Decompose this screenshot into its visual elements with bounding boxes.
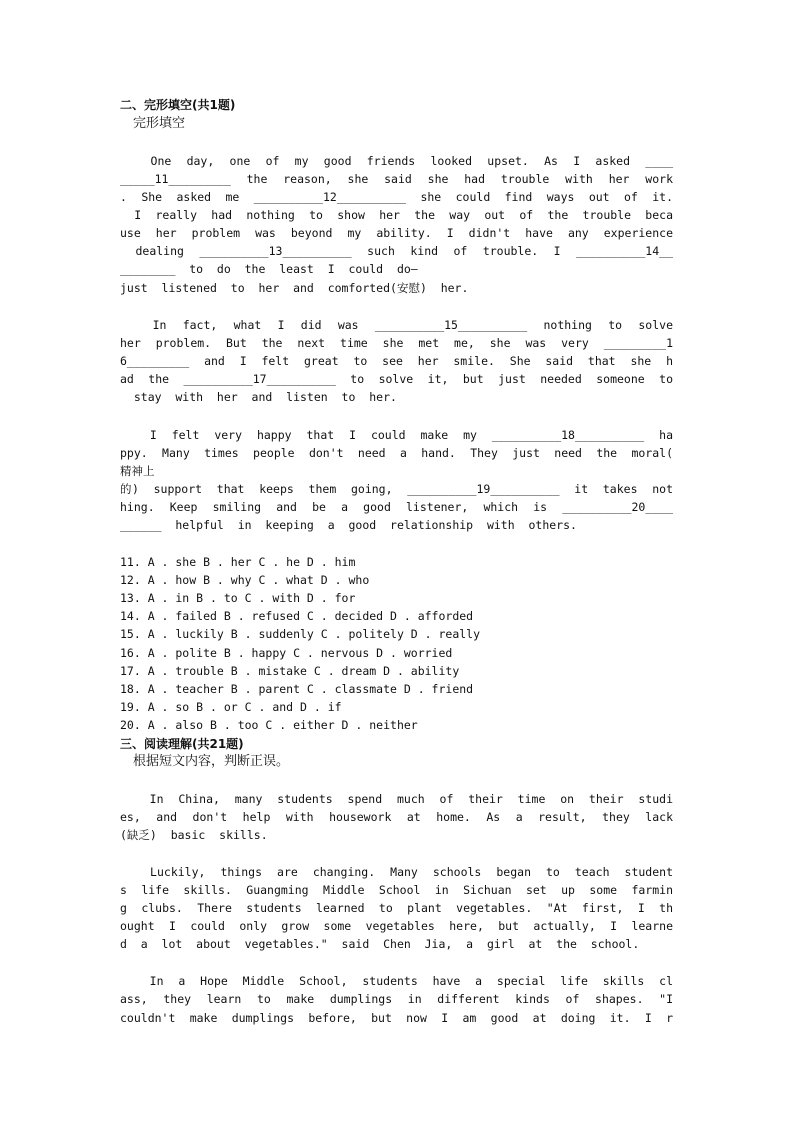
passage-line: s life skills. Guangming Middle School in Sichuan set up some farmin bbox=[120, 883, 673, 897]
reading-heading: 三、阅读理解(共21题) bbox=[120, 737, 244, 751]
passage-line: I felt very happy that I could make my __________18__________ ha bbox=[120, 428, 673, 442]
passage-line: I really had nothing to show her the way out of the trouble beca bbox=[120, 208, 673, 222]
option-line: 17. A . trouble B . mistake C . dream D . ability bbox=[120, 664, 460, 678]
passage-line: her problem. But the next time she met me, she was very _________1 bbox=[120, 336, 673, 350]
passage-line: use her problem was beyond my ability. I didn't have any experience bbox=[120, 226, 673, 240]
option-line: 14. A . failed B . refused C . decided D . afforded bbox=[120, 609, 474, 623]
passage-line: In fact, what I did was __________15__________ nothing to solve bbox=[120, 318, 673, 332]
option-line: 16. A . polite B . happy C . nervous D . worried bbox=[120, 646, 453, 660]
passage-line: 6_________ and I felt great to see her smile. She said that she h bbox=[120, 354, 673, 368]
option-line: 18. A . teacher B . parent C . classmate D . friend bbox=[120, 682, 474, 696]
passage-line: (缺乏) basic skills. bbox=[120, 828, 268, 842]
passage-line: dealing __________13__________ such kind of trouble. I __________14__ bbox=[120, 244, 673, 258]
passage-line: ppy. Many times people don't need a hand. They just need the moral( bbox=[120, 446, 673, 460]
option-line: 11. A . she B . her C . he D . him bbox=[120, 555, 356, 569]
passage-line: ad the __________17__________ to solve it, but just needed someone to bbox=[120, 372, 673, 386]
passage-line: couldn't make dumplings before, but now I am good at doing it. I r bbox=[120, 1011, 673, 1025]
cloze-heading: 二、完形填空(共1题) bbox=[120, 98, 236, 112]
passage-line: ass, they learn to make dumplings in different kinds of shapes. "I bbox=[120, 992, 673, 1006]
option-line: 19. A . so B . or C . and D . if bbox=[120, 700, 342, 714]
passage-line: ______ helpful in keeping a good relationship with others. bbox=[120, 518, 577, 532]
option-line: 13. A . in B . to C . with D . for bbox=[120, 591, 356, 605]
passage-line: just listened to her and comforted(安慰) her. bbox=[120, 281, 469, 295]
passage-line: ought I could only grow some vegetables here, but actually, I learne bbox=[120, 919, 673, 933]
option-line: 12. A . how B . why C . what D . who bbox=[120, 573, 370, 587]
passage-line: In a Hope Middle School, students have a special life skills cl bbox=[120, 974, 673, 988]
passage-line: es, and don't help with housework at home. As a result, they lack bbox=[120, 810, 673, 824]
option-line: 20. A . also B . too C . either D . neither bbox=[120, 718, 418, 732]
passage-line: g clubs. There students learned to plant vegetables. "At first, I th bbox=[120, 901, 673, 915]
passage-line: stay with her and listen to her. bbox=[120, 390, 397, 404]
passage-line: _____11_________ the reason, she said she had trouble with her work bbox=[120, 172, 673, 186]
passage-line: Luckily, things are changing. Many schools began to teach student bbox=[120, 865, 673, 879]
reading-subheading: 根据短文内容，判断正误。 bbox=[133, 754, 290, 769]
passage-line: ________ to do the least I could do— bbox=[120, 262, 418, 276]
passage-line: d a lot about vegetables." said Chen Jia, a girl at the school. bbox=[120, 937, 640, 951]
passage-line: In China, many students spend much of their time on their studi bbox=[120, 792, 673, 806]
passage-line: 的) support that keeps them going, __________19__________ it takes not bbox=[120, 482, 673, 496]
option-line: 15. A . luckily B . suddenly C . politely D . really bbox=[120, 627, 481, 641]
cloze-subheading: 完形填空 bbox=[133, 116, 186, 131]
passage-line: 精神上 bbox=[120, 464, 155, 478]
passage-line: hing. Keep smiling and be a good listener, which is __________20____ bbox=[120, 500, 673, 514]
passage-line: One day, one of my good friends looked upset. As I asked ____ bbox=[120, 154, 673, 168]
passage-line: . She asked me __________12__________ she could find ways out of it. bbox=[120, 190, 673, 204]
